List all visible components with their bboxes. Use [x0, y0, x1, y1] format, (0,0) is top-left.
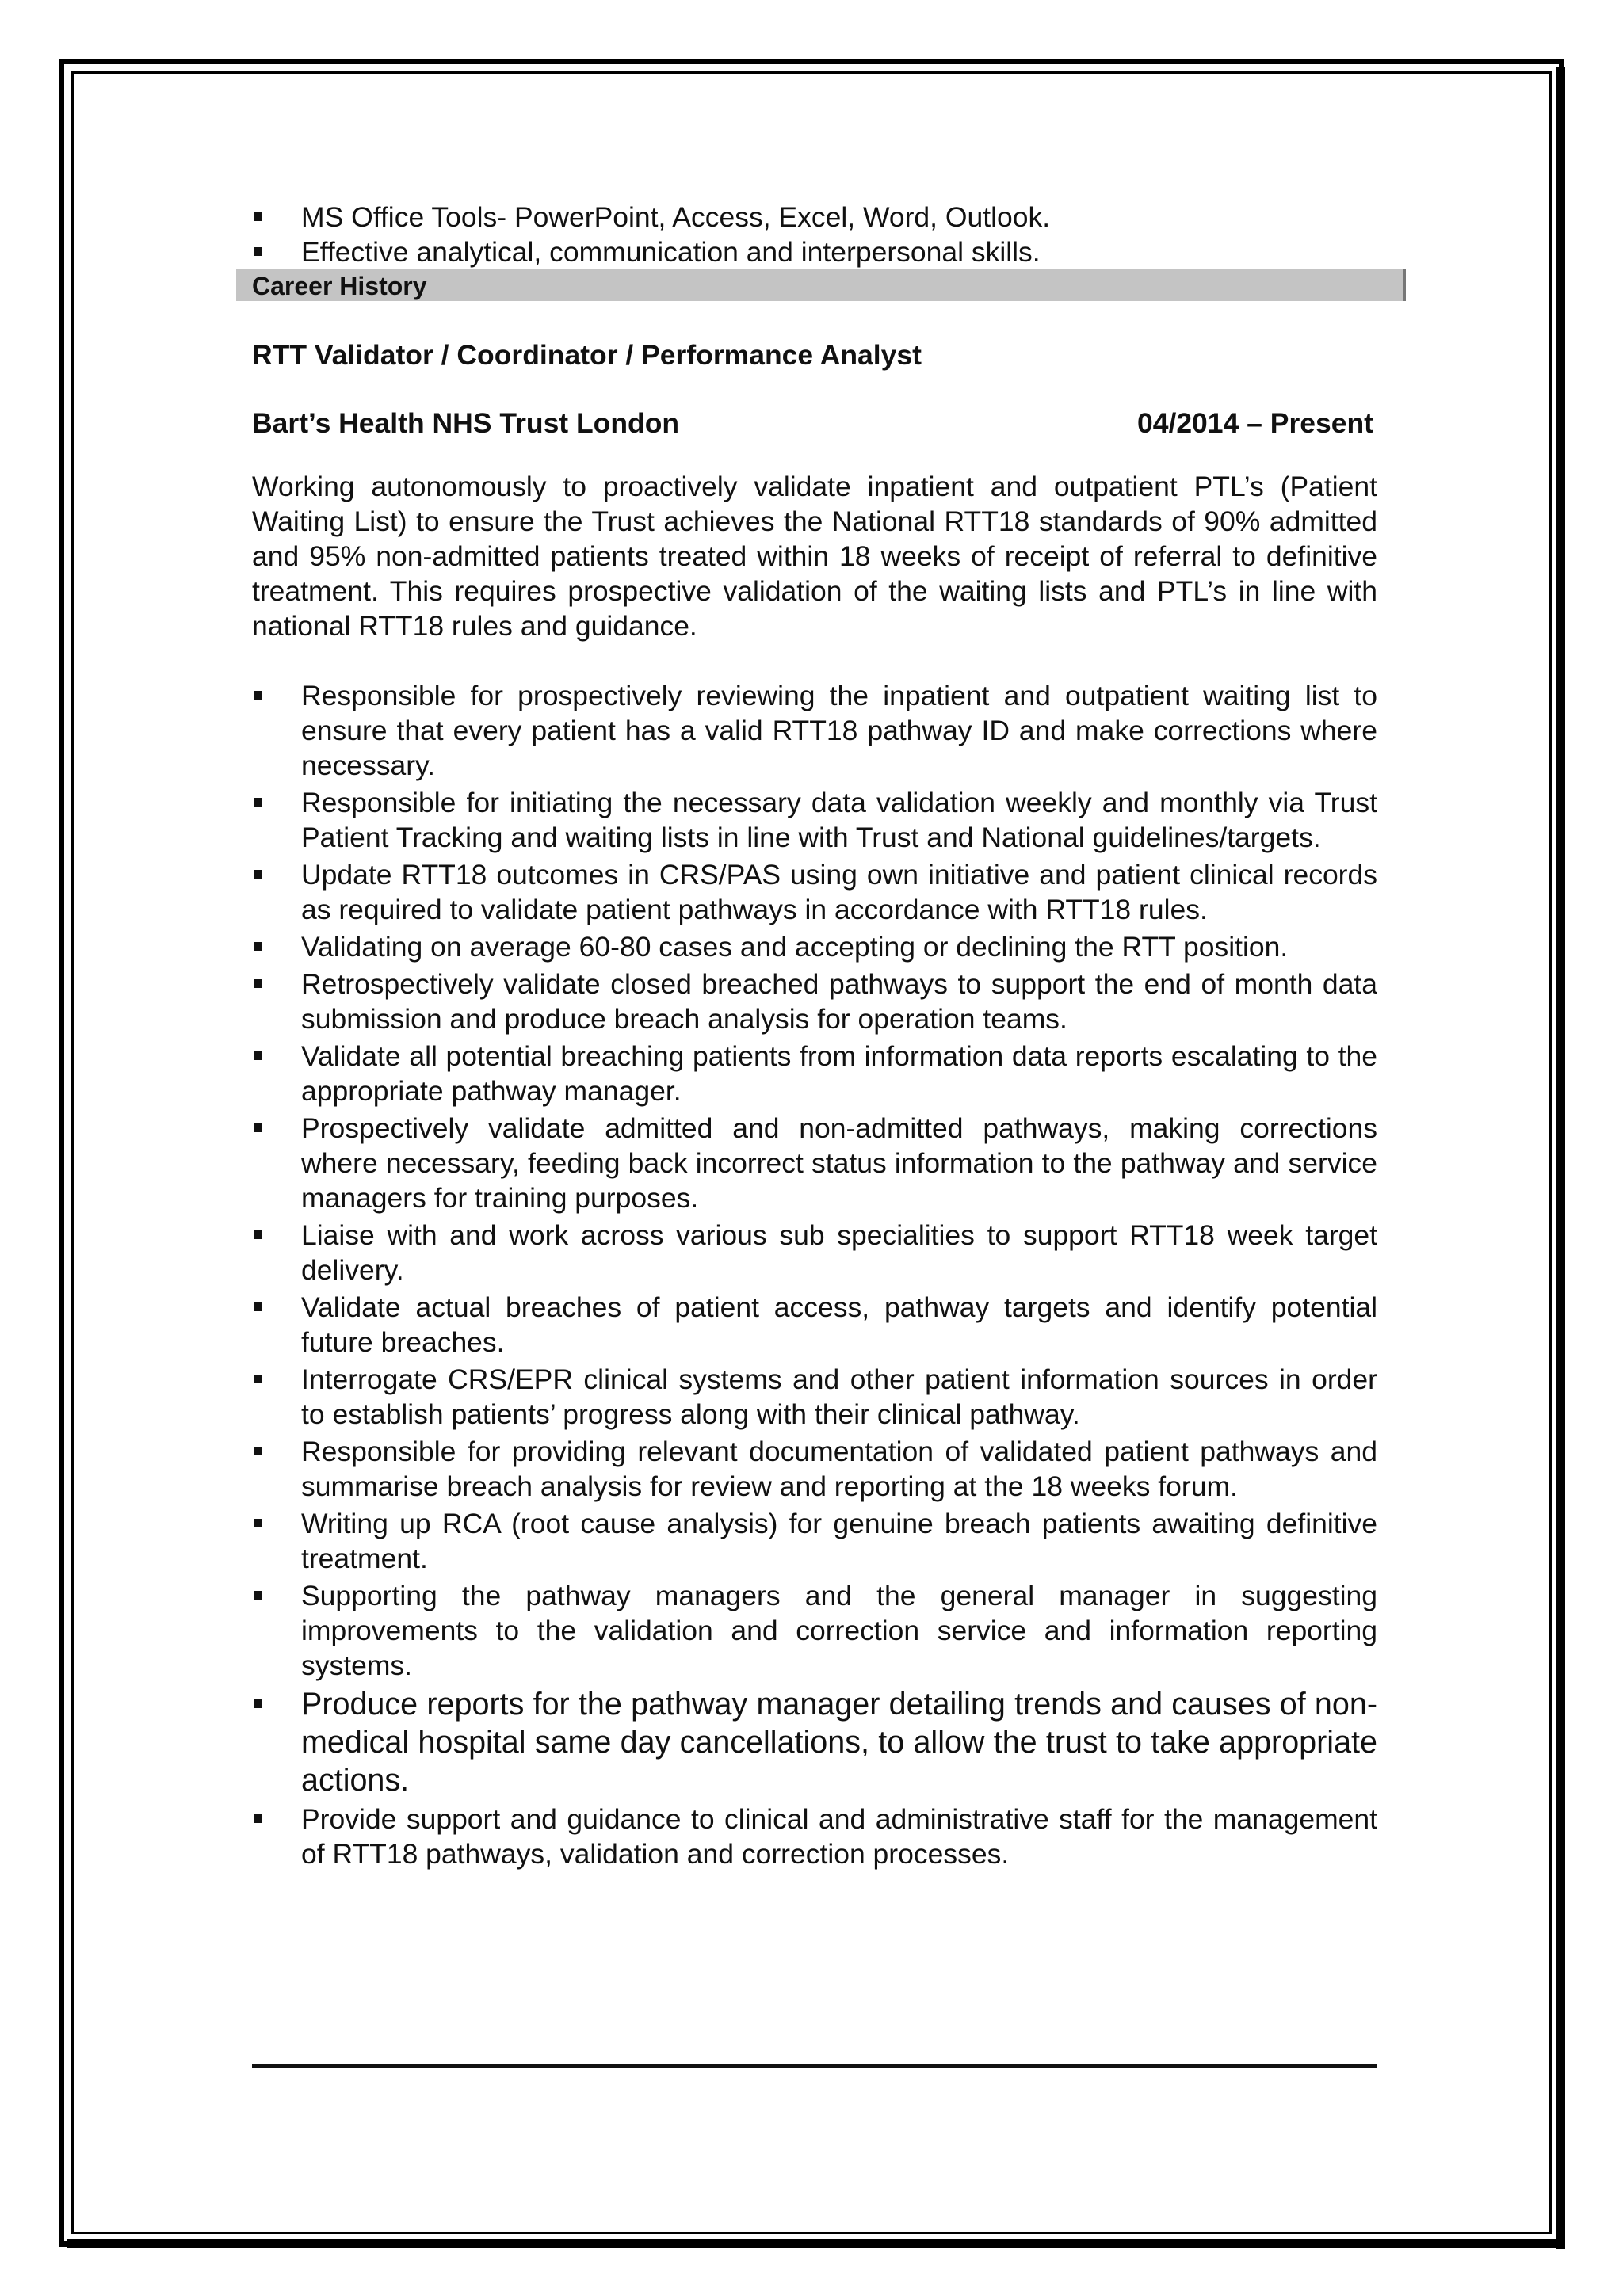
- duty-item: [252, 967, 1377, 1036]
- square-bullet-icon: [254, 1447, 262, 1455]
- duty-text: Supporting the pathway managers and the general manager in suggesting improvements to the validation and correction service and information reporting systems.: [301, 1580, 1377, 1681]
- duty-item: [252, 929, 1377, 964]
- square-bullet-icon: [254, 1814, 262, 1823]
- skill-item: [252, 200, 1377, 235]
- section-heading: Career History: [252, 272, 427, 300]
- square-bullet-icon: [254, 979, 262, 988]
- duty-item: [252, 1111, 1377, 1215]
- duty-item: [252, 785, 1377, 855]
- duty-item: [252, 678, 1377, 783]
- duty-text: Validate actual breaches of patient access, pathway targets and identify potential future breaches.: [301, 1291, 1377, 1358]
- duty-text: Update RTT18 outcomes in CRS/PAS using own initiative and patient clinical records as required to validate patient pathways in accordance with RTT18 rules.: [301, 859, 1377, 925]
- footer-divider: [252, 2064, 1377, 2068]
- duties-list: [252, 678, 1377, 1871]
- square-bullet-icon: [254, 1699, 262, 1708]
- square-bullet-icon: [254, 691, 262, 700]
- duty-text: Provide support and guidance to clinical and administrative staff for the management of RTT18 pathways, validation and correction processes.: [301, 1803, 1377, 1870]
- square-bullet-icon: [254, 1591, 262, 1600]
- square-bullet-icon: [254, 1051, 262, 1060]
- square-bullet-icon: [254, 1375, 262, 1383]
- duty-item: [252, 1434, 1377, 1504]
- duty-item: [252, 1039, 1377, 1108]
- duty-item: [252, 1685, 1377, 1799]
- duty-item: [252, 1578, 1377, 1683]
- square-bullet-icon: [254, 212, 262, 221]
- duty-text: Produce reports for the pathway manager detailing trends and causes of non-medical hospital same day cancellations, to allow the trust to take appropriate actions.: [301, 1687, 1377, 1798]
- duty-item: [252, 1506, 1377, 1576]
- skills-list: [252, 200, 1377, 269]
- duty-text: Responsible for providing relevant documentation of validated patient pathways and summarise breach analysis for review and reporting at the 18 weeks forum.: [301, 1436, 1377, 1502]
- square-bullet-icon: [254, 1230, 262, 1239]
- section-header-bar: [236, 269, 1406, 301]
- duty-text: Liaise with and work across various sub specialities to support RTT18 week target delivery.: [301, 1219, 1377, 1286]
- duty-text: Prospectively validate admitted and non-admitted pathways, making corrections where necessary, feeding back incorrect status information to the pathway and service managers for training purposes.: [301, 1112, 1377, 1214]
- duty-item: [252, 1218, 1377, 1287]
- duty-item: [252, 1290, 1377, 1360]
- duty-text: Responsible for prospectively reviewing the inpatient and outpatient waiting list to ensure that every patient has a valid RTT18 pathway ID and make corrections where necessary.: [301, 680, 1377, 781]
- skill-text: Effective analytical, communication and interpersonal skills.: [301, 236, 1041, 268]
- job-summary: Working autonomously to proactively validate inpatient and outpatient PTL’s (Patient Waiting List) to ensure the Trust achieves the National RTT18 standards of 90% admitted and 95% non-admitted patients treated within 18 weeks of receipt of referral to definitive treatment. This requires prospective validation of the waiting lists and PTL’s in line with national RTT18 rules and guidance.: [252, 471, 1377, 642]
- duty-item: [252, 1802, 1377, 1871]
- duty-item: [252, 1362, 1377, 1432]
- square-bullet-icon: [254, 1302, 262, 1311]
- square-bullet-icon: [254, 247, 262, 256]
- skill-text: MS Office Tools- PowerPoint, Access, Excel, Word, Outlook.: [301, 201, 1051, 233]
- job-title: RTT Validator / Coordinator / Performance Analyst: [252, 339, 922, 371]
- square-bullet-icon: [254, 1123, 262, 1132]
- duty-text: Interrogate CRS/EPR clinical systems and other patient information sources in order to establish patients’ progress along with their clinical pathway.: [301, 1363, 1377, 1430]
- document-content: [252, 200, 1377, 1874]
- square-bullet-icon: [254, 798, 262, 807]
- square-bullet-icon: [254, 942, 262, 951]
- employment-dates: 04/2014 – Present: [1136, 407, 1373, 439]
- skill-item: [252, 235, 1377, 269]
- duty-text: Writing up RCA (root cause analysis) for genuine breach patients awaiting definitive treatment.: [301, 1508, 1377, 1574]
- duty-text: Validating on average 60-80 cases and accepting or declining the RTT position.: [301, 931, 1289, 963]
- employer-name: Bart’s Health NHS Trust London: [252, 407, 680, 439]
- duty-item: [252, 857, 1377, 927]
- duty-text: Validate all potential breaching patients from information data reports escalating to the appropriate pathway manager.: [301, 1040, 1377, 1107]
- employer-row: [252, 406, 1373, 441]
- square-bullet-icon: [254, 1519, 262, 1527]
- duty-text: Responsible for initiating the necessary data validation weekly and monthly via Trust Patient Tracking and waiting lists in line with Trust and National guidelines/targets.: [301, 787, 1377, 853]
- duty-text: Retrospectively validate closed breached pathways to support the end of month data submission and produce breach analysis for operation teams.: [301, 968, 1377, 1035]
- square-bullet-icon: [254, 870, 262, 879]
